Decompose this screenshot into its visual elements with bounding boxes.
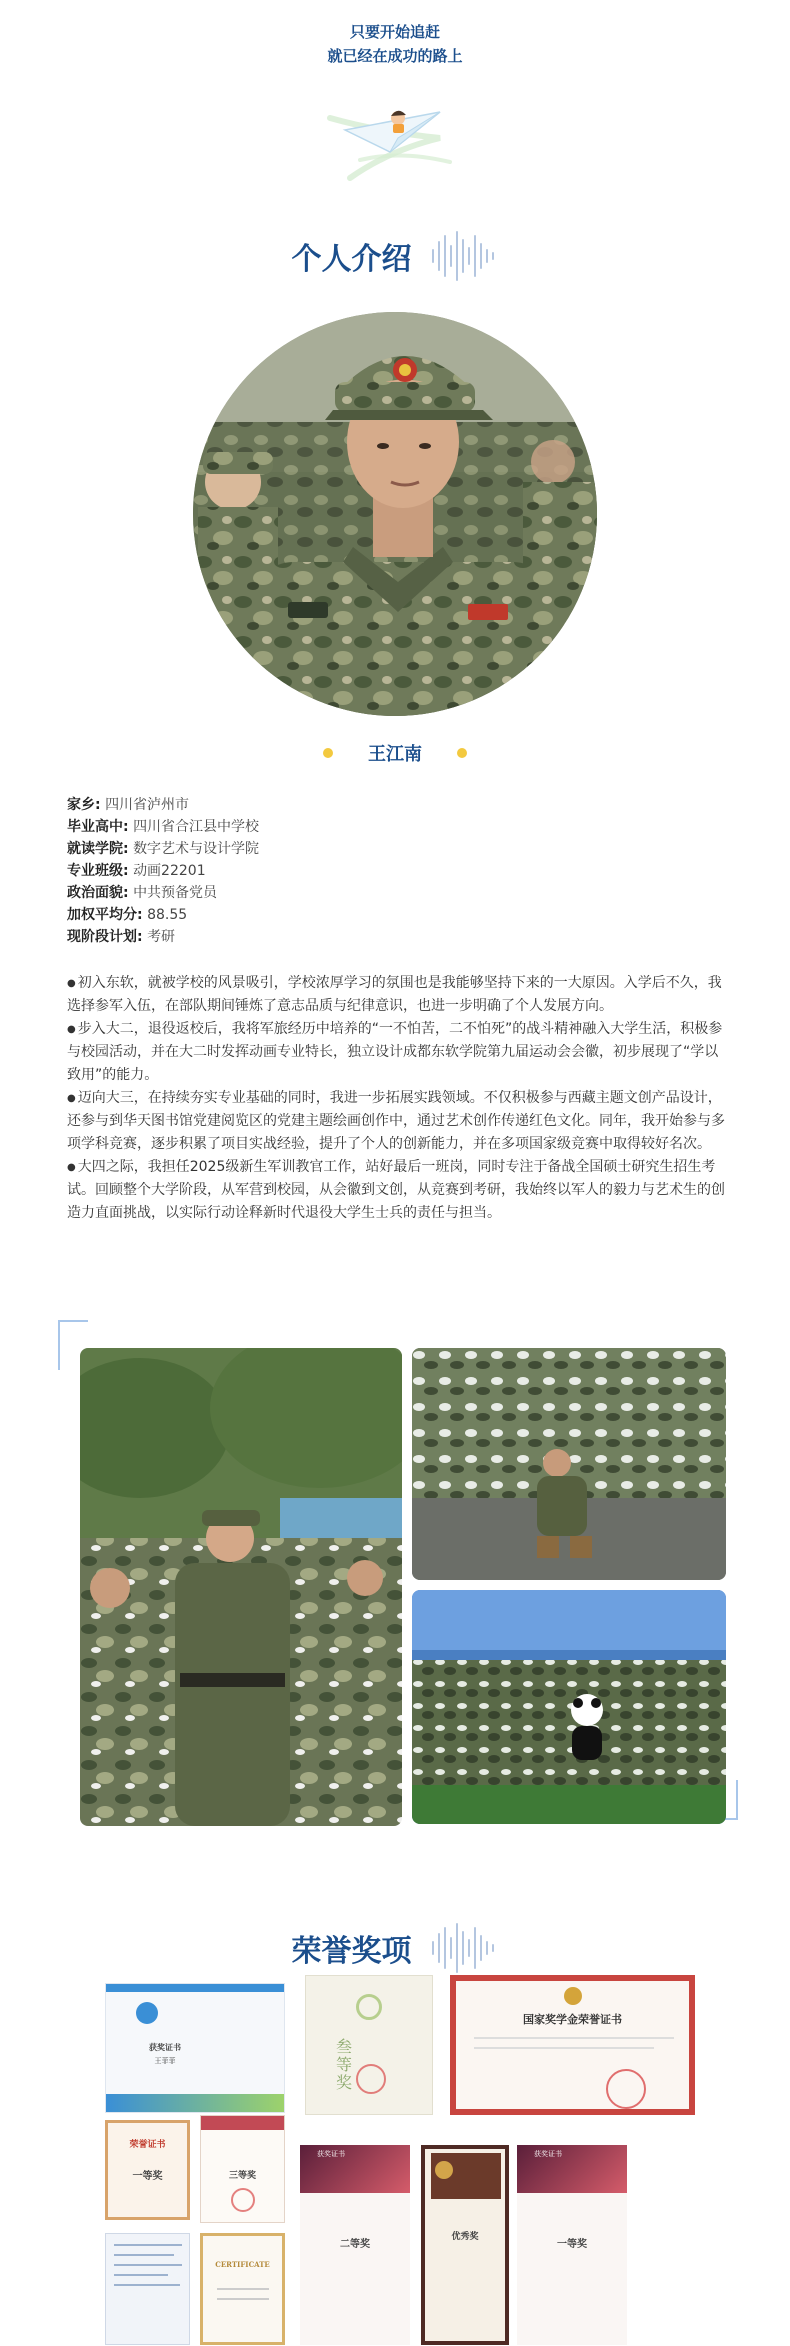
photo-gallery xyxy=(58,1320,738,1820)
certificate-list xyxy=(105,2233,190,2345)
bullet-dot-icon: ● xyxy=(67,1162,76,1173)
info-college: 就读学院: 数字艺术与设计学院 xyxy=(67,841,260,857)
sound-wave-icon xyxy=(429,228,499,284)
slogan-line-2: 就已经在成功的路上 xyxy=(327,47,463,65)
bullet-dot-icon: ● xyxy=(67,1093,76,1104)
gallery-photo-large xyxy=(80,1348,402,1826)
info-plan: 现阶段计划: 考研 xyxy=(67,929,176,945)
bio-paragraph: ● 大四之际，我担任2025级新生军训教官工作，站好最后一班岗，同时专注于备战全国硕士研究生招生考试。回顾整个大学阶段，从军营到校园，从会徽到文创，从竞赛到考研，我始终以军人的毅力与艺术生的创造力直面挑战，以实际行动诠释新时代退役大学生士兵的责任与担当。 xyxy=(67,1159,725,1221)
sound-wave-icon xyxy=(429,1920,499,1976)
awards-collage xyxy=(105,1975,695,2345)
info-high-school: 毕业高中: 四川省合江县中学校 xyxy=(67,819,260,835)
info-hometown: 家乡: 四川省泸州市 xyxy=(67,797,190,813)
slogan-line-1: 只要开始追赶 xyxy=(349,23,440,41)
info-gpa: 加权平均分: 88.55 xyxy=(67,907,188,923)
bullet-dot-icon: ● xyxy=(67,978,76,989)
decorative-dot-right xyxy=(457,748,467,758)
certificate-first-prize-right: 获奖证书 一等奖 xyxy=(517,2145,627,2345)
awards-section-header xyxy=(0,1920,790,1976)
certificate-first-prize: 叁等奖 xyxy=(305,1975,433,2115)
awards-section-title: 荣誉奖项 xyxy=(291,1934,412,1969)
info-class: 专业班级: 动画22201 xyxy=(67,863,206,879)
bio-paragraph: ● 迈向大三，在持续夯实专业基础的同时，我进一步拓展实践领域。不仅积极参与西藏主题文创产品设计，还参与到华天图书馆党建阅览区的党建主题绘画创作中，通过艺术创作传递红色文化。同年，我开始参与多项学科竞赛，逐步积累了项目实战经验，提升了个人的创新能力，并在多项国家级竞赛中取得较好名次。 xyxy=(67,1090,725,1152)
intro-section-title: 个人介绍 xyxy=(291,242,412,277)
intro-section-header xyxy=(0,228,790,284)
decorative-dot-left xyxy=(323,748,333,758)
person-name: 王江南 xyxy=(368,744,422,765)
certificate-national-scholarship: 国家奖学金荣誉证书 xyxy=(450,1975,695,2115)
certificate-second-prize: 获奖证书 二等奖 xyxy=(300,2145,410,2345)
certificate-honor-dark: 优秀奖 xyxy=(421,2145,509,2345)
bio-paragraph: ● 步入大二，退役返校后，我将军旅经历中培养的“一不怕苦，二不怕死”的战斗精神融入大学生活，积极参与校园活动，并在大二时发挥动画专业特长，独立设计成都东软学院第九届运动会会徽，初步展现了“学以致用”的能力。 xyxy=(67,1021,723,1083)
certificate-winner: 获奖证书 王菲菲 xyxy=(105,1983,285,2113)
bio-text xyxy=(67,972,729,1225)
certificate-en: CERTIFICATE xyxy=(200,2233,285,2345)
bullet-dot-icon: ● xyxy=(67,1024,76,1035)
name-row xyxy=(0,740,790,766)
bio-paragraph: ● 初入东软，就被学校的风景吸引，学校浓厚学习的氛围也是我能够坚持下来的一大原因。入学后不久，我选择参军入伍，在部队期间锤炼了意志品质与纪律意识，也进一步明确了个人发展方向。 xyxy=(67,975,722,1014)
certificate-third-prize: 三等奖 xyxy=(200,2115,285,2223)
info-political-status: 政治面貌: 中共预备党员 xyxy=(67,885,218,901)
gallery-photo-bottom-right xyxy=(412,1590,726,1824)
profile-photo xyxy=(193,312,597,716)
slogan xyxy=(0,20,790,68)
gallery-photo-top-right xyxy=(412,1348,726,1580)
paper-plane-illustration xyxy=(320,90,470,190)
profile-info xyxy=(67,794,727,948)
certificate-first-prize-small: 荣誉证书 一等奖 xyxy=(105,2120,190,2220)
